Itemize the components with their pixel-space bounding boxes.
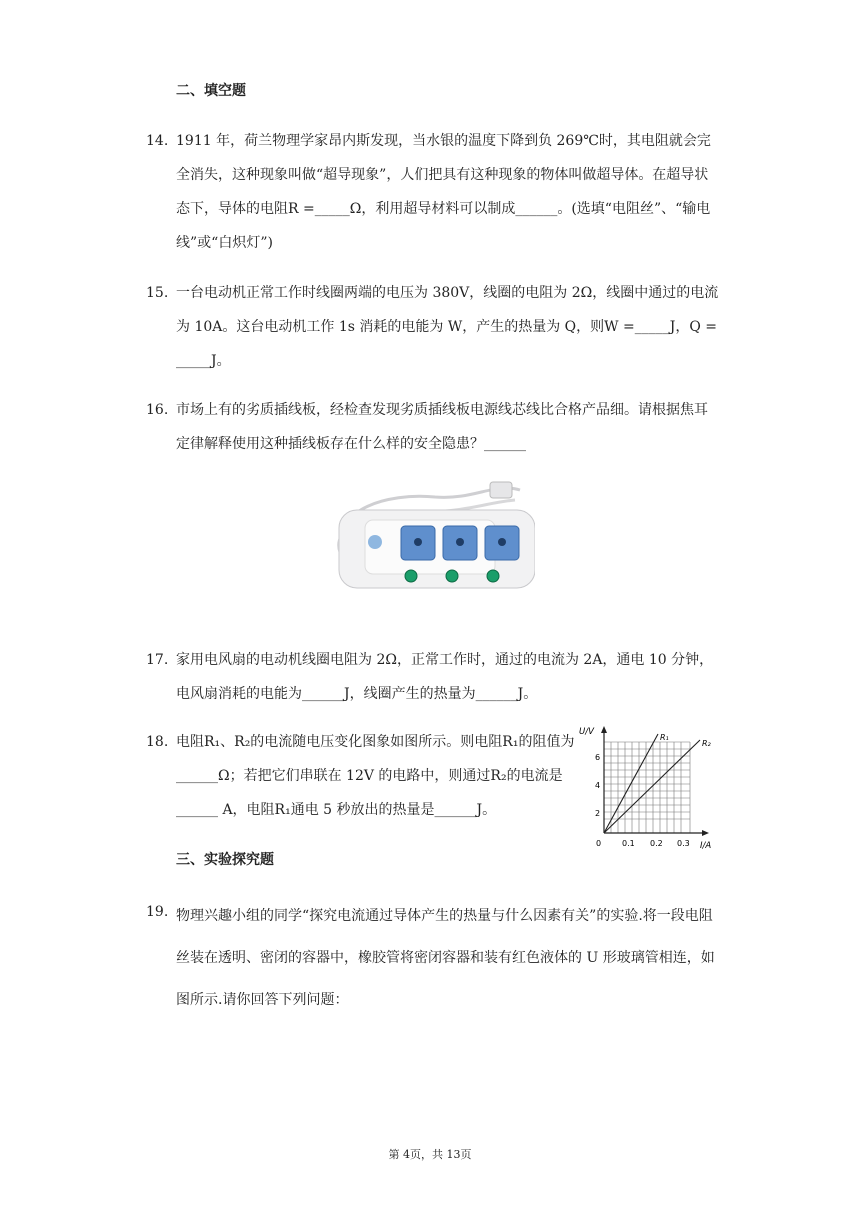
question-text: 家用电风扇的电动机线圈电阻为 2Ω，正常工作时，通过的电流为 2A，通电 10 分钟，电风扇消耗的电能为______J，线圈产生的热量为______J。 bbox=[176, 652, 714, 702]
question-number: 19. bbox=[146, 904, 169, 920]
question-number: 16. bbox=[146, 402, 169, 418]
question-number: 14. bbox=[146, 133, 169, 149]
u-i-graph bbox=[578, 722, 728, 854]
question-16 bbox=[146, 393, 721, 461]
question-text: 物理兴趣小组的同学“探究电流通过导体产生的热量与什么因素有关”的实验.将一段电阻丝装在透明、密闭的容器中，橡胶管将密闭容器和装有红色液体的 U 形玻璃管相连，如图所示.请你回答下列问题： bbox=[176, 908, 715, 1008]
y-tick: 6 bbox=[595, 753, 601, 762]
y-tick: 4 bbox=[595, 781, 601, 790]
question-15 bbox=[146, 276, 721, 378]
question-text: 电阻R₁、R₂的电流随电压变化图象如图所示。则电阻R₁的阻值为______Ω；若把它们串联在 12V 的电路中，则通过R₂的电流是______ A，电阻R₁通电 5 秒放出的热量是______J。 bbox=[176, 734, 575, 818]
question-text: 市场上有的劣质插线板，经检查发现劣质插线板电源线芯线比合格产品细。请根据焦耳定律解释使用这种插线板存在什么样的安全隐患？______ bbox=[176, 402, 708, 452]
page-footer: 第 4页，共 13页 bbox=[388, 1148, 472, 1161]
question-14 bbox=[146, 124, 721, 260]
x-tick: 0.1 bbox=[622, 839, 635, 848]
power-strip-image bbox=[325, 472, 535, 598]
question-19 bbox=[146, 895, 721, 1021]
question-number: 17. bbox=[146, 652, 169, 668]
question-18 bbox=[146, 725, 576, 827]
origin-label: 0 bbox=[596, 839, 602, 848]
question-text: 1911 年，荷兰物理学家昂内斯发现，当水银的温度下降到负 269℃时，其电阻就会完全消失，这种现象叫做“超导现象”，人们把具有这种现象的物体叫做超导体。在超导状态下，导体的电阻R =_____Ω，利用超导材料可以制成______。(选填“电阻丝”、“输电线”或“白炽灯”) bbox=[176, 133, 711, 251]
x-tick: 0.2 bbox=[650, 839, 663, 848]
u-i-graph-svg bbox=[578, 722, 728, 854]
section-title-experiment: 三、实验探究题 bbox=[176, 852, 274, 868]
x-tick: 0.3 bbox=[677, 839, 690, 848]
x-axis-label: I/A bbox=[700, 841, 712, 851]
y-tick: 2 bbox=[595, 809, 601, 818]
question-17 bbox=[146, 643, 721, 711]
question-text: 一台电动机正常工作时线圈两端的电压为 380V，线圈的电阻为 2Ω，线圈中通过的电流为 10A。这台电动机工作 1s 消耗的电能为 W，产生的热量为 Q，则W =_____J，Q = _____J。 bbox=[176, 285, 719, 369]
question-number: 18. bbox=[146, 734, 169, 750]
question-number: 15. bbox=[146, 285, 169, 301]
section-title-fill-blank: 二、填空题 bbox=[176, 83, 246, 99]
line2-label: R₂ bbox=[702, 739, 711, 748]
y-axis-label: U/V bbox=[579, 727, 594, 737]
line1-label: R₁ bbox=[660, 733, 669, 742]
